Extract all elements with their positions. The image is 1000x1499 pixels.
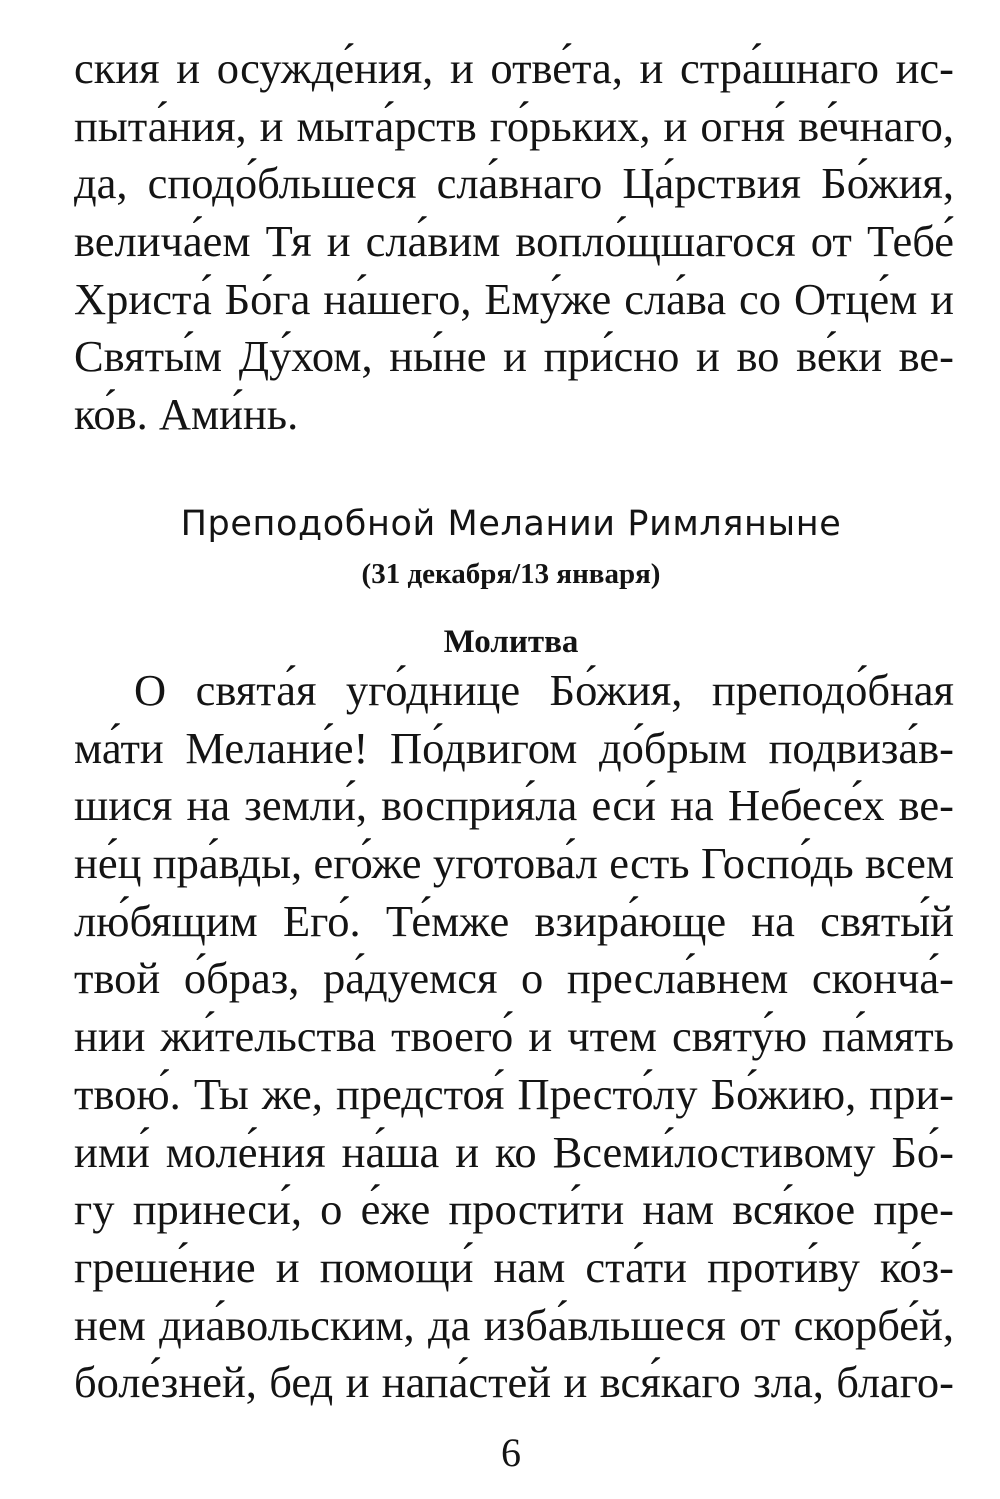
text-line: ма́ти Мелани́е! По́двигом до́брым подвиза́в- <box>74 722 954 773</box>
text-line: Христа́ Бо́га на́шего, Ему́же сла́ва со Отце́м и <box>74 273 954 324</box>
text-line: да, сподо́бльшеся сла́внаго Ца́рствия Бо́жия, <box>74 158 954 209</box>
text-line: греше́ние и помощи́ нам ста́ти проти́ву ко́з- <box>74 1241 954 1292</box>
text-line: не́ц пра́вды, его́же уготова́л есть Госпо́дь всем <box>74 838 954 889</box>
text-line: ими́ моле́ния на́ша и ко Всеми́лостивому Бо́- <box>74 1126 954 1177</box>
text-line: Святы́м Ду́хом, ны́не и при́сно и во ве́ки ве- <box>74 331 954 382</box>
prayer-paragraph <box>74 662 954 1412</box>
text-line: ко́в. Ами́нь. <box>74 389 299 440</box>
text-line: твой о́браз, ра́дуемся о пресла́внем сконча́- <box>74 953 954 1004</box>
section-date: (31 декабря/13 января) <box>361 558 661 590</box>
text-line: боле́зней, бед и напа́стей и вся́каго зла, благо- <box>74 1357 954 1408</box>
prayer-label: Молитва <box>443 624 579 660</box>
top-paragraph <box>74 40 954 444</box>
text-line: шися на земли́, восприя́ла еси́ на Небесе́х ве- <box>74 780 954 831</box>
text-line: гу принеси́, о е́же прости́ти нам вся́кое пре- <box>74 1184 954 1235</box>
text-line: пыта́ния, и мыта́рств го́рьких, и огня́ ве́чнаго, <box>74 100 954 151</box>
text-line: нем диа́вольским, да изба́вльшеся от скорбе́й, <box>74 1299 954 1350</box>
text-line: лю́бящим Его́. Те́мже взира́юще на святы́й <box>74 895 954 946</box>
section-title: Преподобной Мелании Римляныне <box>180 504 842 544</box>
text-line: велича́ем Тя и сла́вим вопло́щшагося от Тебе́ <box>74 216 954 267</box>
text-line: ския и осужде́ния, и отве́та, и стра́шнаго ис- <box>74 43 954 93</box>
text-line: нии жи́тельства твоего́ и чтем святу́ю па́мять <box>74 1011 954 1062</box>
text-line: твою́. Ты же, предстоя́ Престо́лу Бо́жию, при- <box>74 1068 954 1119</box>
page-number: 6 <box>501 1430 521 1475</box>
text-line: О свята́я уго́днице Бо́жия, преподо́бная <box>134 665 954 715</box>
